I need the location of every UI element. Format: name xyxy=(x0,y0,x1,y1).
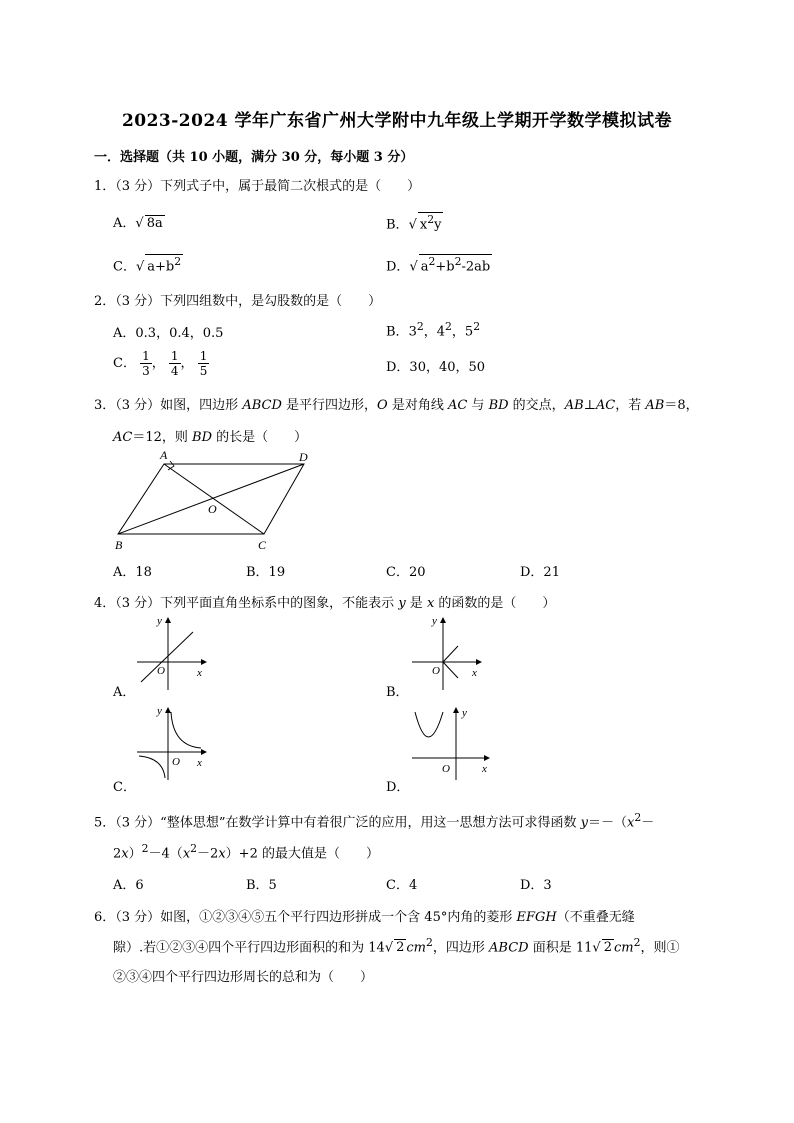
graph-line xyxy=(141,632,193,682)
svg-text:x: x xyxy=(472,667,477,679)
graph-ray-up xyxy=(443,646,458,662)
q1-option-c[interactable]: C．√ $a+b^2$ xyxy=(113,255,182,275)
svg-text:O: O xyxy=(172,756,180,768)
q3-option-d[interactable]: D．21 xyxy=(520,565,560,580)
question-2-stem: 2．（3 分）下列四组数中，是勾股数的是（ ） xyxy=(94,294,382,309)
page-title: 2023-2024 学年广东省广州大学附中九年级上学期开学数学模拟试卷 xyxy=(121,111,673,131)
question-4-stem: 4．（3 分）下列平面直角坐标系中的图象，不能表示 y 是 x 的函数的是（ ） xyxy=(94,596,556,611)
question-6-line-2: 隙）.若①②③④四个平行四边形面积的和为 14√ 2 $cm^2$，四边形 ABCD 面积是 11√ 2 $cm^2$，则① xyxy=(113,936,680,956)
q5-option-d[interactable]: D．3 xyxy=(520,878,552,893)
svg-text:x: x xyxy=(197,667,202,679)
q3-option-c[interactable]: C．20 xyxy=(386,565,426,580)
svg-text:O: O xyxy=(157,665,165,677)
graph-ray-down xyxy=(443,662,458,678)
graph-b xyxy=(410,612,490,692)
label-b: B xyxy=(115,538,123,552)
q3-option-b[interactable]: B．19 xyxy=(246,565,286,580)
x-arrow xyxy=(484,755,490,761)
question-5-line-1: 5．（3 分）“整体思想”在数学计算中有着很广泛的应用，用这一思想方法可求得函数 $y=-(x^2-$ xyxy=(94,811,655,831)
q2-option-c[interactable]: C． $\frac{1}{3}$ ， $\frac{1}{4}$ ， $\frac{1}{5}$ xyxy=(113,349,208,378)
svg-text:y: y xyxy=(157,705,162,717)
label-c: C xyxy=(258,538,267,552)
q4-option-a[interactable]: A． xyxy=(113,685,136,700)
fraction: $\frac{1}{5}$ xyxy=(199,349,208,378)
svg-text:O: O xyxy=(432,665,440,677)
y-arrow xyxy=(453,707,459,713)
label-o: O xyxy=(208,502,217,516)
q4-option-c[interactable]: C． xyxy=(113,780,136,795)
question-6-line-1: 6．（3 分）如图，①②③④⑤五个平行四边形拼成一个含 45°内角的菱形 EFGH（不重叠无缝 xyxy=(94,910,635,925)
q2-option-a[interactable]: A．0.3，0.4，0.5 xyxy=(113,326,224,341)
svg-text:y: y xyxy=(432,615,437,627)
svg-text:x: x xyxy=(482,763,487,775)
y-arrow xyxy=(165,707,171,713)
q4-option-d[interactable]: D． xyxy=(386,780,410,795)
question-5-line-2: $2x)^2-4(x^2-2x)+2$ 的最大值是（ ） xyxy=(113,842,379,862)
svg-text:y: y xyxy=(462,707,467,719)
diagonal-ac xyxy=(164,464,264,534)
y-arrow xyxy=(440,617,446,623)
question-3-line-1: 3．（3 分）如图，四边形 ABCD 是平行四边形，O 是对角线 AC 与 BD 的交点，AB⊥AC，若 AB＝8， xyxy=(94,398,699,413)
q2-option-b[interactable]: B．$3^2$，$4^2$，$5^2$ xyxy=(386,320,481,340)
graph-c xyxy=(135,702,215,782)
hyperbola-branch-2 xyxy=(139,756,165,778)
svg-text:y: y xyxy=(157,615,162,627)
diagonal-bd xyxy=(118,464,304,534)
fraction: $\frac{1}{3}$ xyxy=(142,349,150,378)
label-a: A xyxy=(160,448,168,462)
question-1-stem: 1．（3 分）下列式子中，属于最简二次根式的是（ ） xyxy=(94,179,421,194)
q3-option-a[interactable]: A．18 xyxy=(113,565,152,580)
q5-option-c[interactable]: C．4 xyxy=(386,878,418,893)
x-arrow xyxy=(201,749,207,755)
question-6-line-3: ②③④四个平行四边形周长的总和为（ ） xyxy=(113,970,374,985)
q5-option-b[interactable]: B．5 xyxy=(246,878,277,893)
svg-text:x: x xyxy=(197,757,202,769)
x-arrow xyxy=(476,659,482,665)
q2-option-d[interactable]: D．30，40，50 xyxy=(386,360,486,375)
label-d: D xyxy=(299,450,308,464)
fraction: $\frac{1}{4}$ xyxy=(170,349,179,378)
svg-text:O: O xyxy=(442,763,450,775)
question-3-line-2: AC＝12，则 BD 的长是（ ） xyxy=(113,430,308,445)
graph-d xyxy=(410,702,495,782)
section-heading: 一．选择题（共 10 小题，满分 30 分，每小题 3 分） xyxy=(94,150,414,165)
q1-option-b[interactable]: B．√ $x^2y$ xyxy=(386,213,442,233)
parallelogram-figure xyxy=(110,446,320,554)
x-arrow xyxy=(201,659,207,665)
parabola xyxy=(415,712,443,737)
q4-option-b[interactable]: B． xyxy=(386,685,409,700)
graph-a xyxy=(135,612,215,692)
q5-option-a[interactable]: A．6 xyxy=(113,878,144,893)
hyperbola-branch-1 xyxy=(171,712,201,748)
q1-option-a[interactable]: A．√ 8a xyxy=(113,216,163,231)
y-arrow xyxy=(165,617,171,623)
q1-option-d[interactable]: D．√ $a^2+b^2-2ab$ xyxy=(386,255,491,275)
